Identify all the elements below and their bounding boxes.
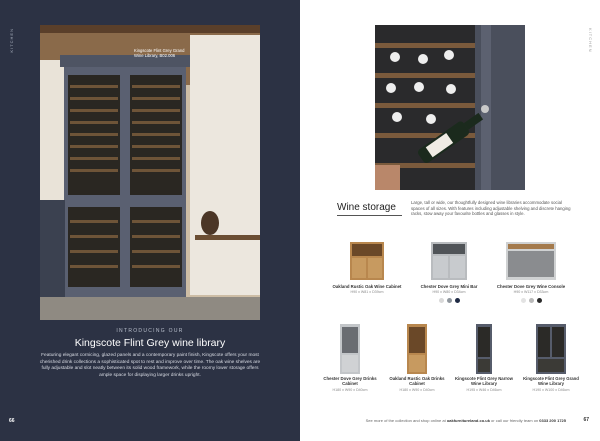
product-card[interactable] <box>496 240 566 303</box>
product-dimensions: H190 x W100 x D46cm <box>532 387 570 392</box>
color-swatches <box>496 298 566 303</box>
swatch[interactable] <box>439 298 444 303</box>
section-side-label: KITCHEN <box>9 28 14 53</box>
product-name: Chester Dove Grey Drinks Cabinet <box>323 376 377 387</box>
hero-caption: Kingscote Flint Grey Grand Wine Library, B02.006 <box>134 48 185 59</box>
section-copy: Large, tall or wide, our thoughtfully designed wine libraries accommodate social spaces of all sizes. With features including adjustable shelving and discrete hanging racks, stow away your favourite bottles and glasses in style. <box>411 200 571 217</box>
product-dimensions: H90 x W81 x D39cm <box>350 290 384 295</box>
section-title: Wine storage <box>337 202 396 213</box>
product-name: Chester Dove Grey Mini Bar <box>420 284 478 289</box>
product-card[interactable] <box>317 324 383 392</box>
product-image <box>451 324 517 374</box>
product-image <box>317 324 383 374</box>
swatch[interactable] <box>521 298 526 303</box>
product-name: Oakland Rustic Oak Wine Cabinet <box>332 284 402 289</box>
color-swatches <box>414 298 484 303</box>
footer-text: See more of the collection and shop online at <box>365 418 447 423</box>
product-card[interactable] <box>451 324 517 392</box>
product-card[interactable] <box>384 324 450 392</box>
footer-note <box>340 418 566 423</box>
product-name: Chester Dove Grey Wine Console <box>496 284 566 289</box>
product-image <box>332 240 402 282</box>
page-number-right: 67 <box>583 417 589 423</box>
footer-text: or call our friendly team on <box>489 418 540 423</box>
product-card[interactable] <box>332 240 402 294</box>
wine-bottle-photo <box>375 25 525 190</box>
product-dimensions: H180 x W90 x D40cm <box>332 387 368 392</box>
product-name: Kingscote Flint Grey Narrow Wine Library <box>454 376 514 387</box>
product-image <box>496 240 566 282</box>
product-card[interactable] <box>518 324 584 392</box>
page-headline: Kingscote Flint Grey wine library <box>74 337 226 349</box>
product-name: Kingscote Flint Grey Grand Wine Library <box>523 376 579 387</box>
page-number-left: 66 <box>9 418 15 424</box>
phone-number[interactable]: 0333 200 1725 <box>539 418 566 423</box>
product-image <box>384 324 450 374</box>
product-dimensions: H90 x W80 x D34cm <box>432 290 466 295</box>
swatch[interactable] <box>529 298 534 303</box>
body-copy: Featuring elegant cornicing, glazed panels and a contemporary paint finish, Kingscote offers your most cherished drink collections a sophisticated spot to rest and improve over time. The oak wine shelves are fully adjustable and slot neatly between its solid wood framework, while the roomy lower storage offers ample space for displaying larger drinks upright. <box>39 353 261 378</box>
product-card[interactable] <box>414 240 484 303</box>
hero-photo <box>40 25 260 320</box>
product-dimensions: H180 x W90 x D40cm <box>399 387 435 392</box>
right-page <box>300 0 600 441</box>
section-title-underline <box>337 215 402 216</box>
wine-library-photo <box>40 25 260 320</box>
swatch[interactable] <box>455 298 460 303</box>
product-name: Oakland Rustic Oak Drinks Cabinet <box>389 376 445 387</box>
intro-label: INTRODUCING OUR <box>116 328 184 334</box>
product-dimensions: H195 x W46 x D46cm <box>466 387 502 392</box>
swatch[interactable] <box>447 298 452 303</box>
swatch[interactable] <box>537 298 542 303</box>
product-image <box>518 324 584 374</box>
website-link[interactable]: oakfurnitureland.co.uk <box>446 418 490 423</box>
wine-rack-closeup <box>375 25 525 190</box>
product-dimensions: H90 x W117 x D33cm <box>513 290 549 295</box>
product-image <box>414 240 484 282</box>
section-side-label-right: KITCHEN <box>588 28 593 53</box>
